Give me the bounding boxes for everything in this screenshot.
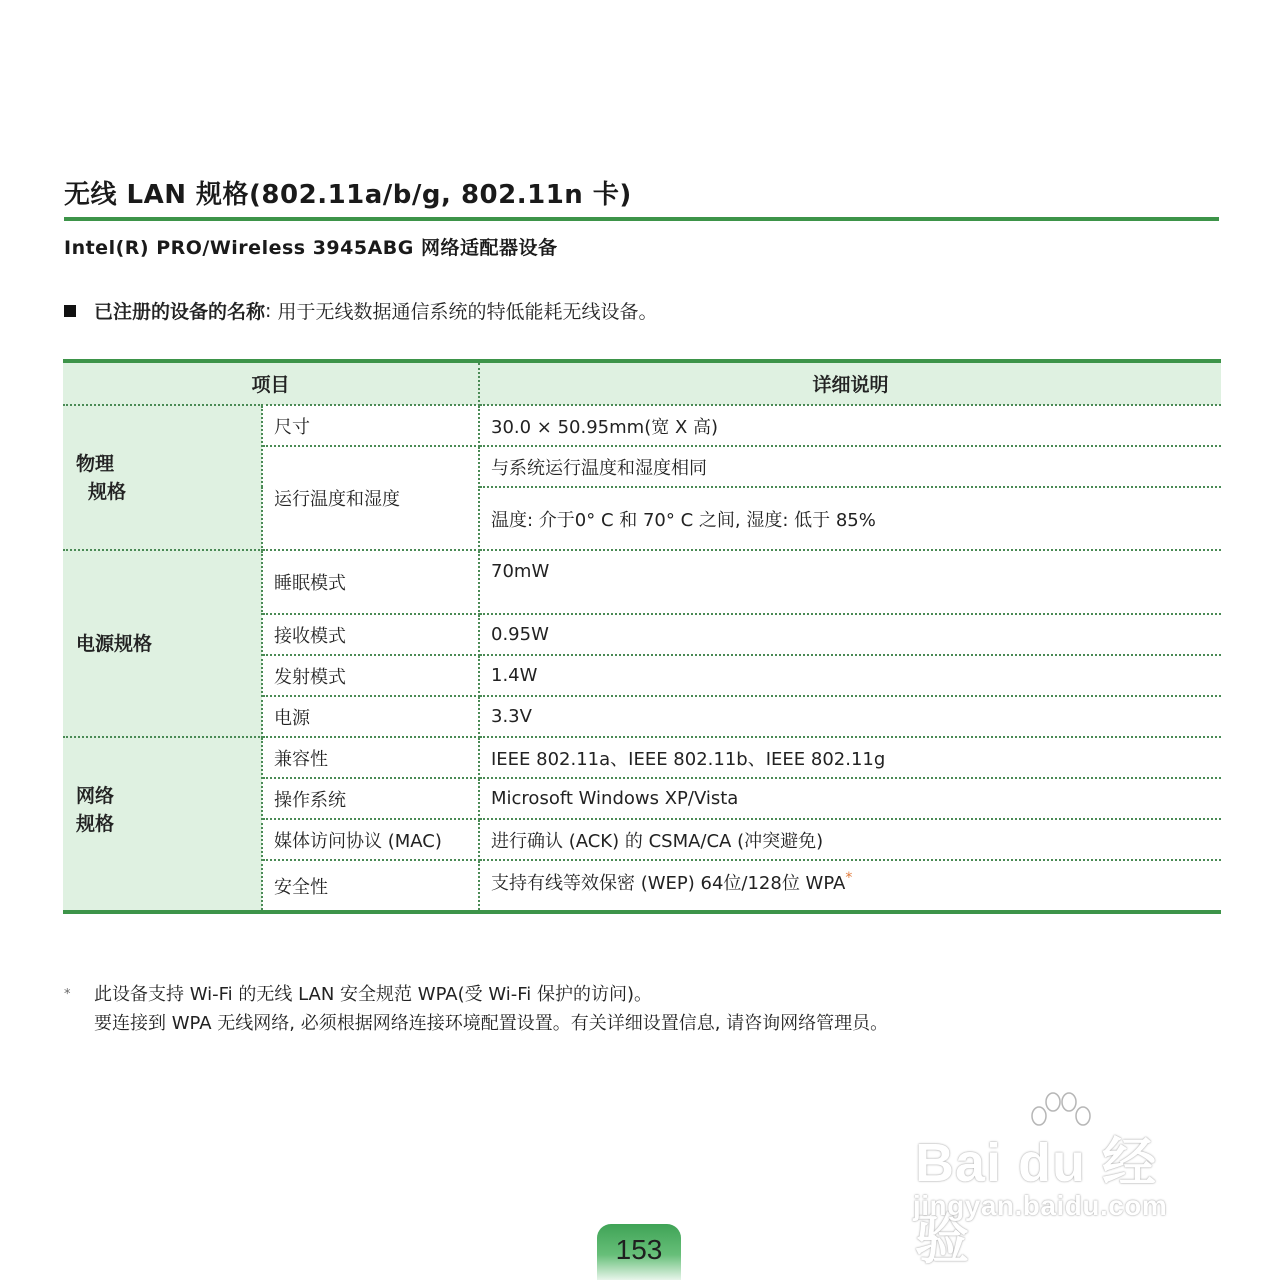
item-cell: 媒体访问协议 (MAC) [262, 819, 479, 860]
black-square-icon [64, 305, 76, 317]
group-label-line1: 网络 [76, 785, 115, 807]
table-row [63, 405, 1221, 446]
item-cell: 兼容性 [262, 737, 479, 778]
device-subtitle: Intel(R) PRO/Wireless 3945ABG 网络适配器设备 [64, 237, 558, 259]
footnote-line2: 要连接到 WPA 无线网络, 必须根据网络连接环境配置设置。有关详细设置信息, 请咨询网络管理员。 [94, 1013, 889, 1034]
value-cell: 进行确认 (ACK) 的 CSMA/CA (冲突避免) [479, 819, 1221, 860]
spec-table [63, 359, 1221, 914]
group-label-line1: 电源规格 [76, 632, 153, 655]
value-cell: 70mW [479, 550, 1221, 614]
value-cell [479, 860, 1221, 912]
item-cell: 安全性 [262, 860, 479, 912]
note-text: 用于无线数据通信系统的特低能耗无线设备。 [277, 301, 658, 323]
footnote [64, 980, 888, 1038]
value-cell: 温度: 介于0° C 和 70° C 之间, 湿度: 低于 85% [479, 487, 1221, 550]
item-cell: 尺寸 [262, 405, 479, 446]
table-header-row [63, 361, 1221, 405]
page-number: 153 [597, 1224, 681, 1280]
footnote-marker: * [845, 870, 853, 886]
registered-device-note [64, 297, 657, 324]
item-cell: 操作系统 [262, 778, 479, 819]
table-row [63, 550, 1221, 614]
header-item: 项目 [63, 361, 479, 405]
group-network [63, 737, 262, 912]
group-physical [63, 405, 262, 550]
title-divider [64, 217, 1219, 221]
watermark-brand: Bai du 经验 [915, 1133, 1158, 1270]
header-detail: 详细说明 [479, 361, 1221, 405]
security-value: 支持有线等效保密 (WEP) 64位/128位 WPA [491, 873, 846, 894]
group-label-line2: 规格 [88, 480, 127, 503]
baidu-watermark [905, 1090, 1205, 1270]
group-label-line1: 物理 [76, 452, 115, 475]
table-row [63, 737, 1221, 778]
item-cell: 发射模式 [262, 655, 479, 696]
group-label-line2: 规格 [76, 813, 115, 835]
footnote-line1: 此设备支持 Wi-Fi 的无线 LAN 安全规范 WPA(受 Wi-Fi 保护的访问)。 [94, 984, 653, 1005]
item-cell: 接收模式 [262, 614, 479, 655]
value-cell: IEEE 802.11a、IEEE 802.11b、IEEE 802.11g [479, 737, 1221, 778]
value-cell: 1.4W [479, 655, 1221, 696]
group-power [63, 550, 262, 737]
value-cell: 3.3V [479, 696, 1221, 737]
value-cell: 与系统运行温度和湿度相同 [479, 446, 1221, 487]
note-separator: : [265, 299, 278, 322]
watermark-url: jingyan.baidu.com [913, 1190, 1168, 1221]
item-cell: 运行温度和湿度 [262, 446, 479, 550]
value-cell: Microsoft Windows XP/Vista [479, 778, 1221, 819]
item-cell: 电源 [262, 696, 479, 737]
item-cell: 睡眠模式 [262, 550, 479, 614]
footnote-asterisk: * [64, 987, 71, 1002]
page-title: 无线 LAN 规格(802.11a/b/g, 802.11n 卡) [64, 180, 632, 210]
note-label: 已注册的设备的名称 [94, 301, 266, 323]
value-cell: 0.95W [479, 614, 1221, 655]
value-cell: 30.0 × 50.95mm(宽 X 高) [479, 405, 1221, 446]
